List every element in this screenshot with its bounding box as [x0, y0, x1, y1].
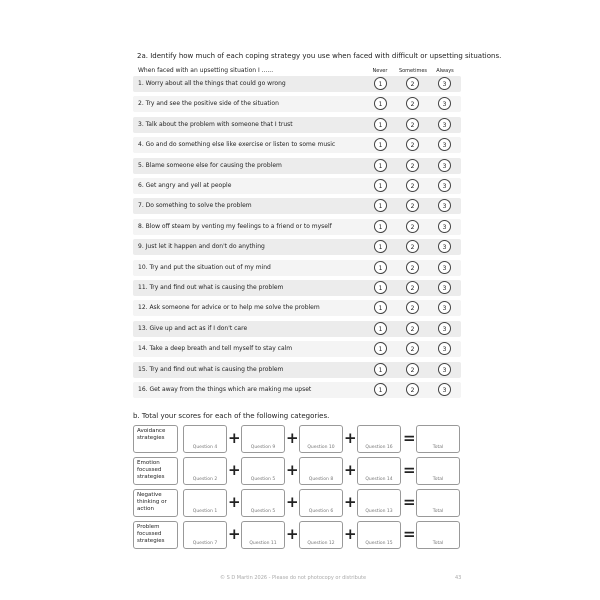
- rating-option-1[interactable]: 1: [374, 179, 387, 192]
- score-box-label: Question 2: [192, 477, 218, 482]
- plus-operator: +: [344, 429, 357, 447]
- plus-operator: +: [228, 461, 241, 479]
- question-row: [133, 341, 461, 357]
- score-box-label: Question 7: [192, 541, 218, 546]
- score-input-box[interactable]: [357, 457, 401, 485]
- total-box-label: Total: [432, 509, 444, 514]
- equals-operator: =: [403, 429, 416, 447]
- score-input-box[interactable]: [241, 521, 285, 549]
- category-label: Emotion focussed strategies: [133, 457, 178, 485]
- question-row: [133, 178, 461, 194]
- plus-operator: +: [286, 525, 299, 543]
- rating-option-2[interactable]: 2: [406, 77, 419, 90]
- question-text: 14. Take a deep breath and tell myself to stay calm: [138, 345, 293, 353]
- rating-option-2[interactable]: 2: [406, 97, 419, 110]
- rating-option-3[interactable]: 3: [438, 363, 451, 376]
- score-box-label: Question 16: [365, 445, 393, 450]
- section-a-subhead: When faced with an upsetting situation I ......: [138, 67, 274, 74]
- rating-option-1[interactable]: 1: [374, 342, 387, 355]
- score-box-label: Question 10: [307, 445, 335, 450]
- category-label: Problem focussed strategies: [133, 521, 178, 549]
- rating-option-3[interactable]: 3: [438, 138, 451, 151]
- question-text: 7. Do something to solve the problem: [138, 202, 252, 210]
- total-input-box[interactable]: [416, 425, 460, 453]
- rating-option-2[interactable]: 2: [406, 138, 419, 151]
- rating-option-1[interactable]: 1: [374, 383, 387, 396]
- score-input-box[interactable]: [183, 425, 227, 453]
- total-input-box[interactable]: [416, 521, 460, 549]
- score-input-box[interactable]: [299, 457, 343, 485]
- question-text: 2. Try and see the positive side of the situation: [138, 100, 279, 108]
- rating-option-3[interactable]: 3: [438, 342, 451, 355]
- plus-operator: +: [286, 493, 299, 511]
- footer-copyright: © S D Martin 2026 - Please do not photocopy or distribute: [220, 575, 367, 581]
- question-text: 12. Ask someone for advice or to help me solve the problem: [138, 304, 320, 312]
- question-text: 6. Get angry and yell at people: [138, 182, 232, 189]
- question-row: [133, 198, 461, 214]
- question-row: [133, 76, 461, 92]
- question-row: [133, 280, 461, 296]
- rating-option-1[interactable]: 1: [374, 138, 387, 151]
- question-row: [133, 137, 461, 153]
- score-input-box[interactable]: [299, 489, 343, 517]
- equals-operator: =: [403, 525, 416, 543]
- question-text: 5. Blame someone else for causing the problem: [138, 161, 282, 169]
- rating-option-1[interactable]: 1: [374, 301, 387, 314]
- question-row: [133, 239, 461, 255]
- rating-option-1[interactable]: 1: [374, 97, 387, 110]
- rating-option-2[interactable]: 2: [406, 363, 419, 376]
- equals-operator: =: [403, 461, 416, 479]
- plus-operator: +: [286, 461, 299, 479]
- plus-operator: +: [344, 525, 357, 543]
- score-input-box[interactable]: [357, 489, 401, 517]
- question-text: 16. Get away from the things which are making me upset: [138, 386, 312, 393]
- plus-operator: +: [344, 493, 357, 511]
- rating-option-2[interactable]: 2: [406, 199, 419, 212]
- score-box-label: Question 13: [365, 509, 393, 514]
- question-row: [133, 321, 461, 337]
- rating-option-3[interactable]: 3: [438, 301, 451, 314]
- rating-option-2[interactable]: 2: [406, 220, 419, 233]
- rating-option-2[interactable]: 2: [406, 281, 419, 294]
- rating-option-1[interactable]: 1: [374, 118, 387, 131]
- rating-option-1[interactable]: 1: [374, 220, 387, 233]
- rating-option-1[interactable]: 1: [374, 159, 387, 172]
- question-text: 1. Worry about all the things that could go wrong: [138, 80, 286, 87]
- rating-option-3[interactable]: 3: [438, 220, 451, 233]
- total-box-label: Total: [432, 477, 444, 482]
- question-text: 10. Try and put the situation out of my mind: [138, 263, 271, 271]
- score-input-box[interactable]: [299, 521, 343, 549]
- rating-option-1[interactable]: 1: [374, 363, 387, 376]
- category-label: Negative thinking or action: [133, 489, 178, 517]
- rating-option-1[interactable]: 1: [374, 240, 387, 253]
- question-row: [133, 300, 461, 316]
- total-input-box[interactable]: [416, 489, 460, 517]
- rating-option-3[interactable]: 3: [438, 261, 451, 274]
- score-box-label: Question 6: [308, 509, 334, 514]
- rating-option-1[interactable]: 1: [374, 199, 387, 212]
- score-box-label: Question 8: [308, 477, 334, 482]
- score-input-box[interactable]: [357, 521, 401, 549]
- score-box-label: Question 5: [250, 509, 276, 514]
- page-number: 43: [455, 575, 462, 581]
- total-box-label: Total: [432, 541, 444, 546]
- question-row: [133, 382, 461, 398]
- score-input-box[interactable]: [357, 425, 401, 453]
- rating-option-2[interactable]: 2: [406, 179, 419, 192]
- score-input-box[interactable]: [183, 521, 227, 549]
- rating-option-1[interactable]: 1: [374, 281, 387, 294]
- question-row: [133, 219, 461, 235]
- column-never: Never: [372, 68, 388, 74]
- rating-option-1[interactable]: 1: [374, 322, 387, 335]
- rating-option-2[interactable]: 2: [406, 240, 419, 253]
- score-box-label: Question 12: [307, 541, 335, 546]
- score-box-label: Question 14: [365, 477, 393, 482]
- total-box-label: Total: [432, 445, 444, 450]
- score-input-box[interactable]: [241, 457, 285, 485]
- question-row: [133, 117, 461, 133]
- rating-option-3[interactable]: 3: [438, 97, 451, 110]
- rating-option-2[interactable]: 2: [406, 342, 419, 355]
- question-row: [133, 96, 461, 112]
- section-b-title: b. Total your scores for each of the following categories.: [133, 412, 330, 420]
- column-always: Always: [436, 68, 454, 74]
- rating-option-3[interactable]: 3: [438, 77, 451, 90]
- rating-option-2[interactable]: 2: [406, 261, 419, 274]
- rating-option-3[interactable]: 3: [438, 322, 451, 335]
- score-input-box[interactable]: [241, 425, 285, 453]
- plus-operator: +: [228, 429, 241, 447]
- total-input-box[interactable]: [416, 457, 460, 485]
- question-text: 11. Try and find out what is causing the problem: [138, 284, 284, 291]
- score-box-label: Question 1: [192, 509, 218, 514]
- rating-option-1[interactable]: 1: [374, 77, 387, 90]
- score-input-box[interactable]: [183, 457, 227, 485]
- rating-option-3[interactable]: 3: [438, 383, 451, 396]
- equals-operator: =: [403, 493, 416, 511]
- score-input-box[interactable]: [183, 489, 227, 517]
- rating-option-1[interactable]: 1: [374, 261, 387, 274]
- rating-option-3[interactable]: 3: [438, 179, 451, 192]
- question-text: 9. Just let it happen and don't do anything: [138, 243, 265, 251]
- score-box-label: Question 4: [192, 445, 218, 450]
- rating-option-3[interactable]: 3: [438, 240, 451, 253]
- question-row: [133, 158, 461, 174]
- question-text: 4. Go and do something else like exercise or listen to some music: [138, 141, 336, 149]
- score-input-box[interactable]: [299, 425, 343, 453]
- question-text: 15. Try and find out what is causing the problem: [138, 365, 284, 373]
- question-row: [133, 362, 461, 378]
- rating-option-3[interactable]: 3: [438, 159, 451, 172]
- question-text: 13. Give up and act as if I don't care: [138, 324, 248, 332]
- question-text: 3. Talk about the problem with someone that I trust: [138, 120, 293, 128]
- rating-option-2[interactable]: 2: [406, 322, 419, 335]
- category-label: Avoidance strategies: [133, 425, 178, 453]
- rating-option-3[interactable]: 3: [438, 199, 451, 212]
- rating-option-2[interactable]: 2: [406, 301, 419, 314]
- rating-option-3[interactable]: 3: [438, 118, 451, 131]
- score-box-label: Question 9: [250, 445, 276, 450]
- plus-operator: +: [344, 461, 357, 479]
- plus-operator: +: [228, 493, 241, 511]
- column-sometimes: Sometimes: [398, 68, 428, 74]
- rating-option-2[interactable]: 2: [406, 118, 419, 131]
- score-box-label: Question 15: [365, 541, 393, 546]
- question-text: 8. Blow off steam by venting my feelings to a friend or to myself: [138, 222, 332, 230]
- rating-option-3[interactable]: 3: [438, 281, 451, 294]
- rating-option-2[interactable]: 2: [406, 383, 419, 396]
- question-row: [133, 260, 461, 276]
- plus-operator: +: [286, 429, 299, 447]
- rating-option-2[interactable]: 2: [406, 159, 419, 172]
- score-input-box[interactable]: [241, 489, 285, 517]
- score-box-label: Question 5: [250, 477, 276, 482]
- section-a-title: 2a. Identify how much of each coping strategy you use when faced with difficult or upsetting situations.: [137, 52, 502, 60]
- score-box-label: Question 11: [249, 541, 277, 546]
- plus-operator: +: [228, 525, 241, 543]
